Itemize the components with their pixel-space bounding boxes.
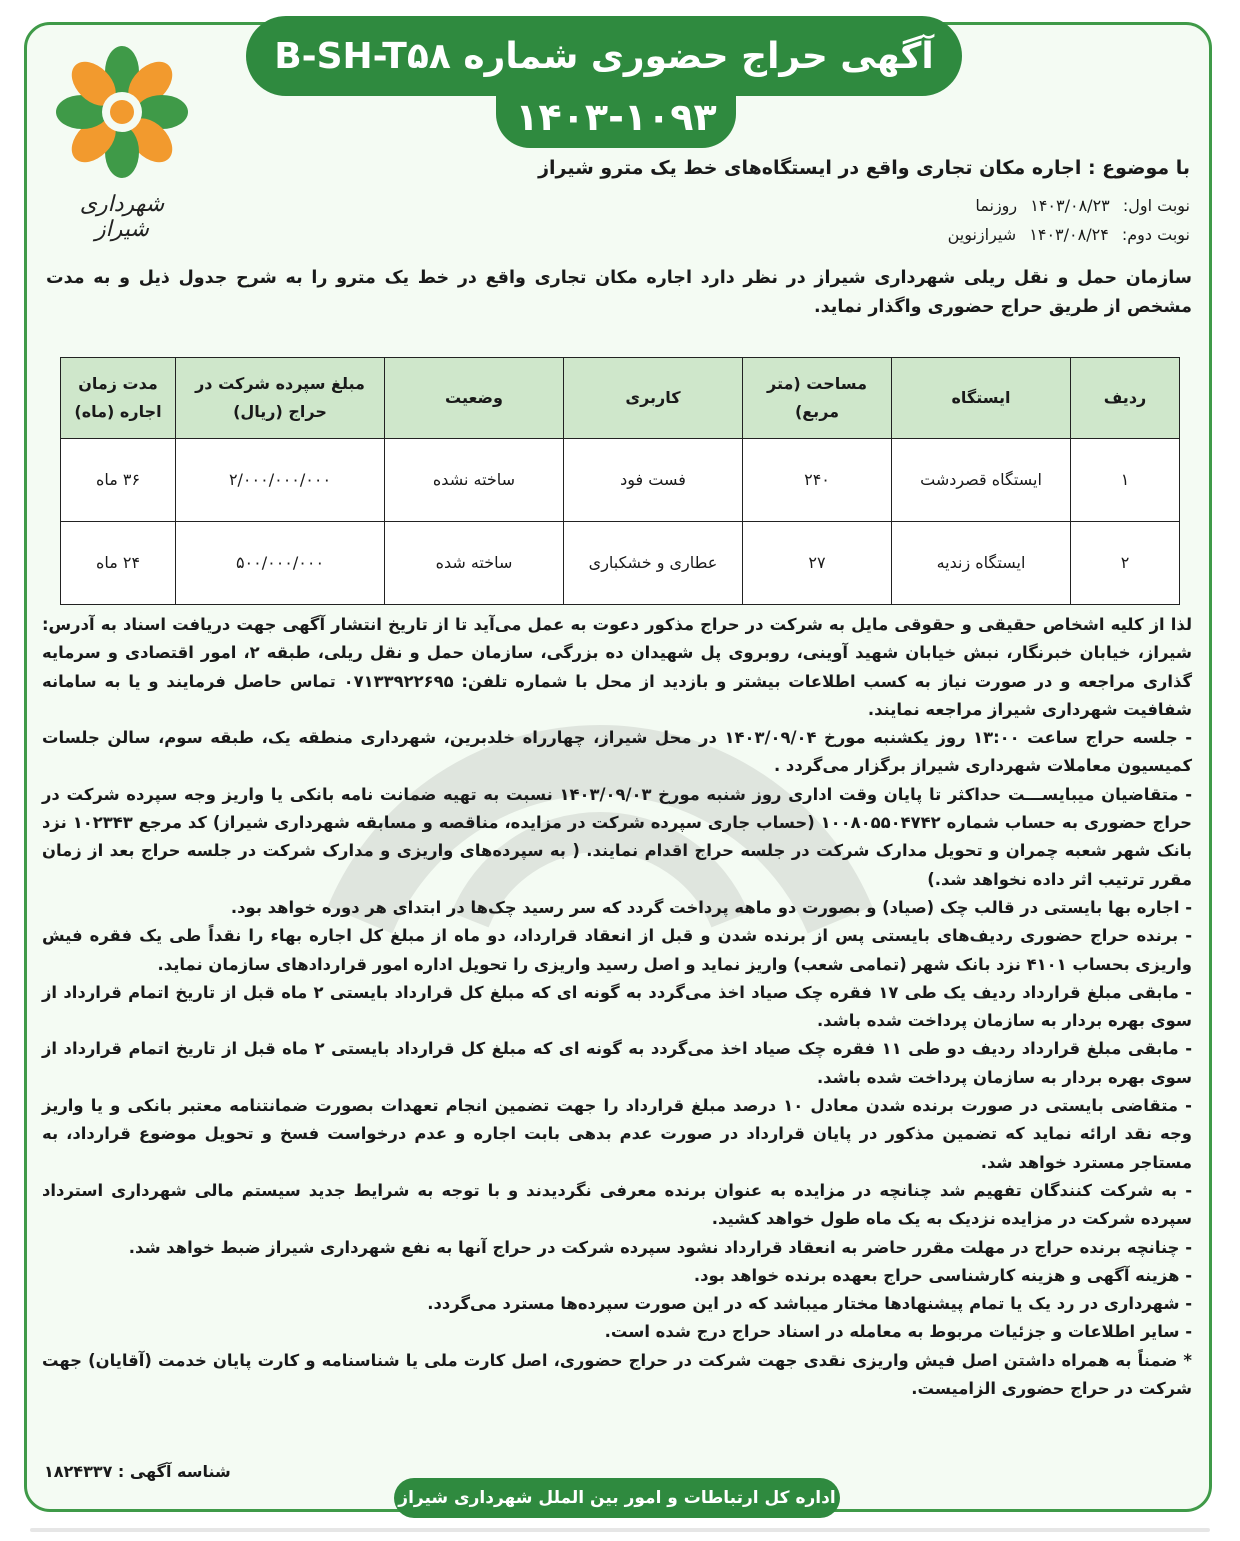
- round-newspaper: شیرازنوین: [947, 225, 1017, 244]
- body-paragraph: - هزینه آگهی و هزینه کارشناسی حراج بعهده برنده خواهد بود.: [693, 1265, 1192, 1285]
- cell-row-number: ۱: [1071, 439, 1180, 522]
- footer-text: اداره کل ارتباطات و امور بین الملل شهرداری شیراز: [398, 1488, 836, 1508]
- body-paragraph: - جلسه حراج ساعت ۱۳:۰۰ روز یکشنبه مورخ ۱۴۰۳/۰۹/۰۴ در محل شیراز، چهارراه خلدبرین، شهرداری منطقه یک، طبقه سوم، سالن جلسات کمیسیون معاملات شهرداری شیراز برگزار می‌گردد .: [42, 728, 1192, 776]
- body-paragraph: - به شرکت کنندگان تفهیم شد چنانچه در مزایده به عنوان برنده معرفی نگردیدند و با توجه به شرایط جدید سیستم مالی شهرداری استرداد سپرده شرکت در مزایده نزدیک به یک ماه طول خواهد کشید.: [42, 1180, 1192, 1229]
- cell-deposit: ۲/۰۰۰/۰۰۰/۰۰۰: [176, 439, 385, 522]
- body-paragraph: - چنانچه برنده حراج در مهلت مقرر حاضر به انعقاد قرارداد نشود سپرده شرکت در حراج آنها به نفع شهرداری شیراز ضبط خواهد شد.: [128, 1237, 1192, 1257]
- header-status: وضعیت: [385, 358, 564, 439]
- cell-station: ایستگاه قصردشت: [892, 439, 1071, 522]
- body-paragraph: - مابقی مبلغ قرارداد ردیف یک طی ۱۷ فقره چک صیاد اخذ می‌گردد به گونه ای که مبلغ کل قرارداد بایستی ۲ ماه قبل از تاریخ اتمام قرارداد از سوی بهره بردار به سازمان پرداخت شده باشد.: [42, 982, 1192, 1031]
- header-deposit: مبلغ سپرده شرکت در حراج (ریال): [176, 358, 385, 439]
- title-line1: آگهی حراج حضوری شماره B-SH-T۵۸: [274, 35, 934, 77]
- bottom-divider: [30, 1528, 1210, 1532]
- footer-banner: [394, 1478, 840, 1518]
- cell-status: ساخته نشده: [385, 439, 564, 522]
- round-date: ۱۴۰۳/۰۸/۲۳: [1030, 196, 1110, 215]
- cell-use: عطاری و خشکباری: [564, 522, 743, 605]
- flower-emblem-icon: [52, 42, 192, 182]
- intro-paragraph: سازمان حمل و نقل ریلی شهرداری شیراز در نظر دارد اجاره مکان تجاری واقع در خط یک مترو را به شرح جدول ذیل و به مدت مشخص از طریق حراج حضوری واگذار نماید.: [46, 268, 1192, 317]
- table-row: [61, 522, 1180, 605]
- body-paragraph: - اجاره بها بایستی در قالب چک (صیاد) و بصورت دو ماهه پرداخت گردد که سر رسید چک‌ها در ابتدای هر دوره خواهد بود.: [230, 897, 1192, 917]
- publication-round-2: [940, 225, 1190, 244]
- body-paragraph: - برنده حراج حضوری ردیف‌های بایستی پس از برنده شدن و قبل از انعقاد قرارداد، دو ماه از مبلغ کل اجاره بهاء را نقداً طی یک فقره فیش واریزی بحساب ۴۱۰۱ نزد بانک شهر (تمامی شعب) واریز نماید و اصل رسید واریزی را تحویل اداره امور قراردادهای سازمان نماید.: [42, 926, 1192, 974]
- body-paragraph: - شهرداری در رد یک یا تمام پیشنهادها مختار میباشد که در این صورت سپرده‌ها مسترد می‌گردد.: [427, 1294, 1192, 1314]
- cell-status: ساخته شده: [385, 522, 564, 605]
- conditions-body: [42, 611, 1192, 1403]
- shiraz-municipality-logo-icon: [52, 42, 192, 242]
- header-row-number: ردیف: [1071, 358, 1180, 439]
- header-use: کاربری: [564, 358, 743, 439]
- body-paragraph: - مابقی مبلغ قرارداد ردیف دو طی ۱۱ فقره چک صیاد اخذ می‌گردد به گونه ای که مبلغ کل قرارداد بایستی ۲ ماه قبل از تاریخ اتمام قرارداد از سوی بهره بردار به سازمان پرداخت شده باشد.: [42, 1039, 1192, 1087]
- header-area: مساحت (متر مربع): [743, 358, 892, 439]
- title-banner: [246, 16, 962, 96]
- round-label: نوبت اول:: [1122, 196, 1190, 215]
- cell-row-number: ۲: [1071, 522, 1180, 605]
- ad-identifier: ۱۸۲۴۳۳۷ : شناسه آگهی: [44, 1462, 231, 1481]
- publication-round-1: [967, 196, 1190, 215]
- header-station: ایستگاه: [892, 358, 1071, 439]
- round-newspaper: روزنما: [975, 196, 1018, 215]
- round-date: ۱۴۰۳/۰۸/۲۴: [1029, 225, 1109, 244]
- cell-station: ایستگاه زندیه: [892, 522, 1071, 605]
- cell-use: فست فود: [564, 439, 743, 522]
- table-row: [61, 439, 1180, 522]
- subject-line: با موضوع : اجاره مکان تجاری واقع در ایستگاه‌های خط یک مترو شیراز: [538, 157, 1190, 179]
- body-paragraph: * ضمناً به همراه داشتن اصل فیش واریزی نقدی جهت شرکت در حراج حضوری، اصل کارت ملی یا شناسنامه و کارت پایان خدمت (آقایان) جهت شرکت در حراج حضوری الزامیست.: [42, 1350, 1192, 1399]
- cell-duration: ۳۶ ماه: [61, 439, 176, 522]
- body-paragraph: لذا از کلیه اشخاص حقیقی و حقوقی مایل به شرکت در حراج مذکور دعوت به عمل می‌آید تا از تاریخ انتشار آگهی جهت دریافت اسناد به آدرس: شیراز، خیابان خبرنگار، نبش خیابان شهید آوینی، روبروی پل شهیدان ده بزرگی، سازمان حمل و نقل ریلی، طبقه ۲، امور اقتصادی و سرمایه گذاری مراجعه و در صورت نیاز به کسب اطلاعات بیشتر و بازدید از محل با شماره تلفن: ۰۷۱۳۳۹۲۲۶۹۵ تماس حاصل فرمایند و یا به سامانه شفافیت شهرداری شیراز مراجعه نمایند.: [42, 615, 1192, 719]
- cell-area: ۲۷: [743, 522, 892, 605]
- round-label: نوبت دوم:: [1121, 225, 1190, 244]
- body-paragraph: - سایر اطلاعات و جزئیات مربوط به معامله در اسناد حراج درج شده است.: [604, 1322, 1192, 1342]
- body-paragraph: - متقاضیان میبایســـت حداکثر تا پایان وقت اداری روز شنبه مورخ ۱۴۰۳/۰۹/۰۳ نسبت به تهیه ضمانت نامه بانکی یا واریز وجه سپرده شرکت در حراج حضوری به حساب شماره ۱۰۰۸۰۵۵۰۴۷۴۲ (حساب جاری سپرده شرکت در مزایده، مناقصه و مسابقه شهرداری شیراز) کد مرجع ۱۰۲۳۴۳ نزد بانک شهر شعبه چمران و تحویل مدارک شرکت در جلسه حراج اقدام نمایند. ( به سپرده‌های واریزی و مدارک شرکت در جلسه حراج بعد از زمان مقرر ترتیب اثر داده نخواهد شد.): [42, 784, 1192, 889]
- header-duration: مدت زمان اجاره (ماه): [61, 358, 176, 439]
- lease-items-table: [60, 357, 1180, 605]
- cell-duration: ۲۴ ماه: [61, 522, 176, 605]
- cell-deposit: ۵۰۰/۰۰۰/۰۰۰: [176, 522, 385, 605]
- table-header-row: [61, 358, 1180, 439]
- title-line2: ۱۴۰۳-۱۰۹۳: [515, 95, 717, 139]
- cell-area: ۲۴۰: [743, 439, 892, 522]
- logo-caption: شهرداری شیراز: [79, 192, 165, 242]
- title-number-tab: [496, 86, 736, 148]
- body-paragraph: - متقاضی بایستی در صورت برنده شدن معادل ۱۰ درصد مبلغ قرارداد را جهت تضمین انجام تعهدات بصورت ضمانتنامه معتبر بانکی و یا واریز وجه نقد ارائه نماید که تضمین مذکور در پایان قرارداد در صورت عدم بدهی بابت اجاره و عدم درخواست فسخ و تحویل موضوع قرارداد، به مستاجر مسترد خواهد شد.: [42, 1096, 1192, 1172]
